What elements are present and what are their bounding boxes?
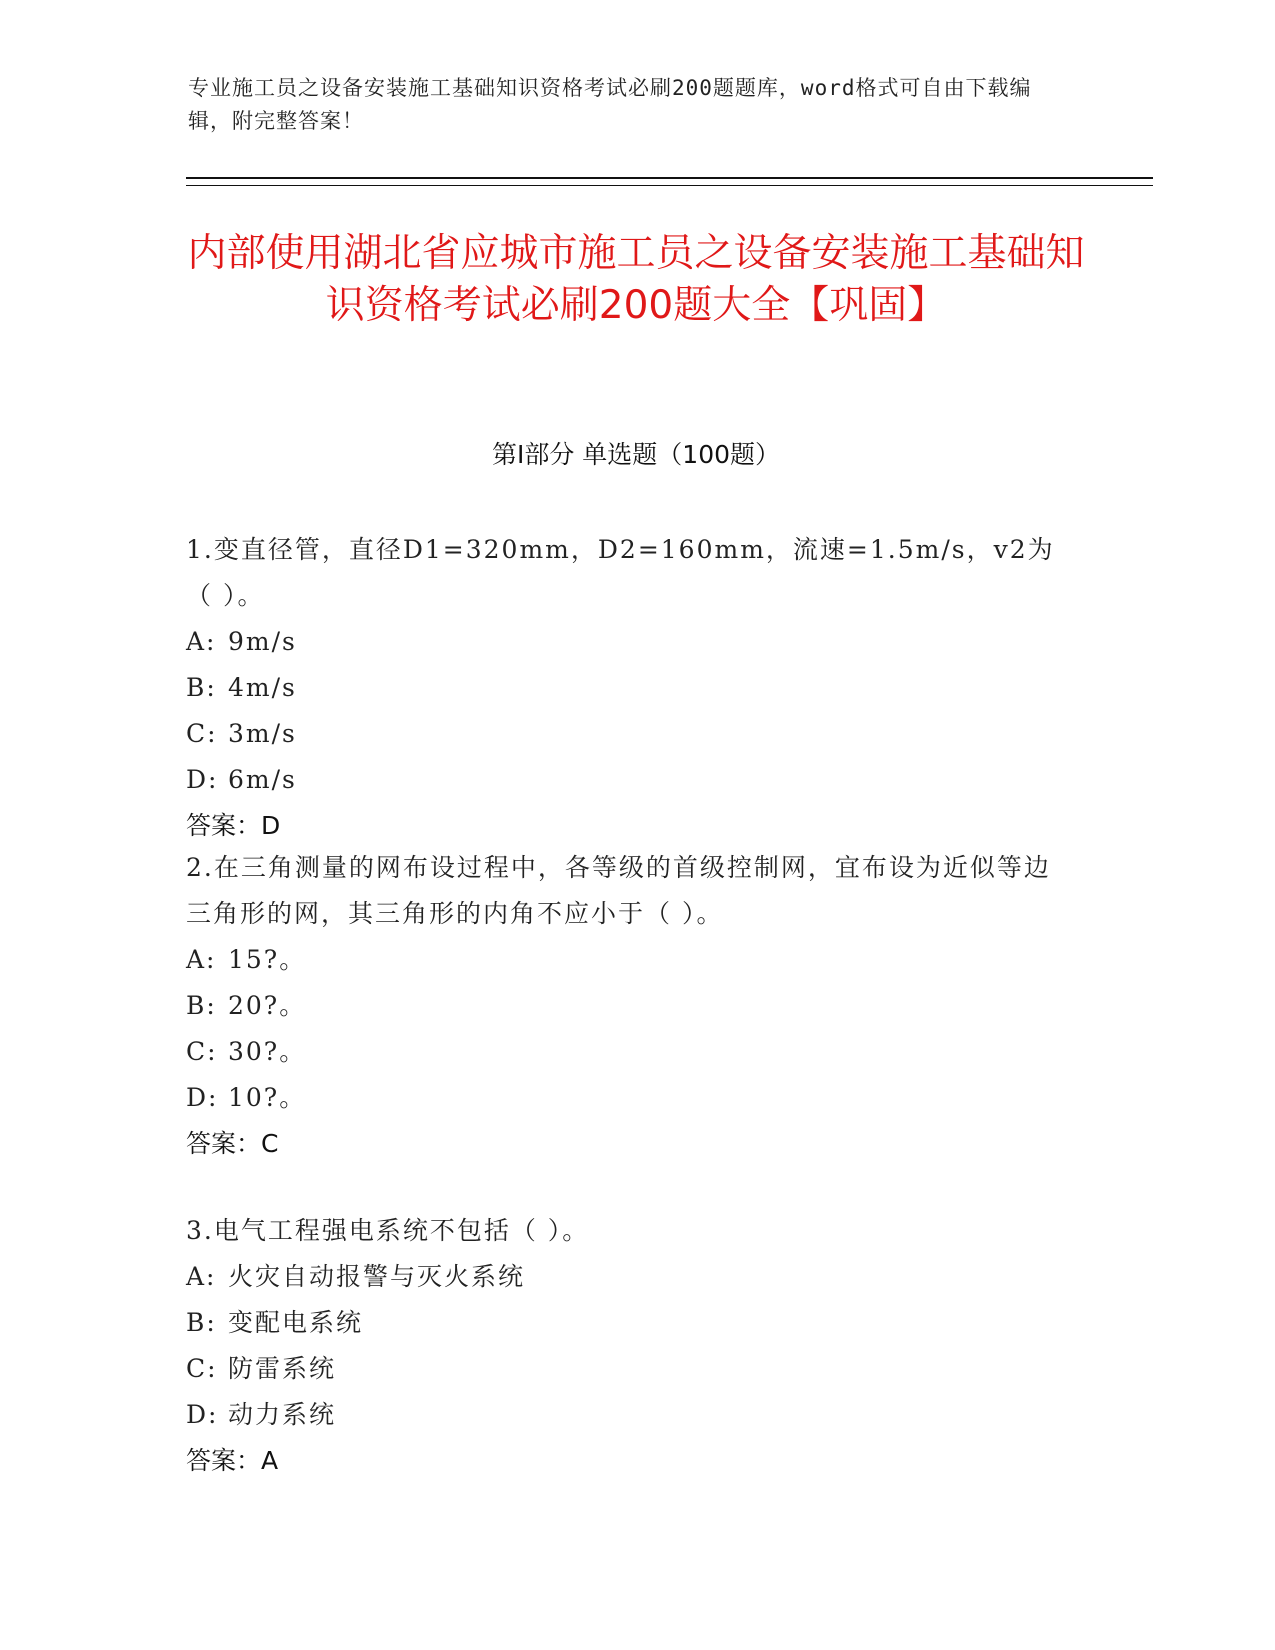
answer: 答案：C bbox=[186, 1129, 279, 1158]
question-text: 2.在三角测量的网布设过程中，各等级的首级控制网，宜布设为近似等边三角形的网，其三角形的内角不应小于（ ）。 bbox=[186, 853, 1051, 928]
option-letter: B: bbox=[186, 991, 217, 1020]
option-c bbox=[186, 1346, 1066, 1392]
option-d bbox=[186, 757, 1066, 803]
option-a bbox=[186, 937, 1066, 983]
option-letter: C: bbox=[186, 719, 218, 748]
option-letter: A: bbox=[186, 1262, 217, 1291]
option-letter: C: bbox=[186, 1354, 218, 1383]
option-letter: A: bbox=[186, 945, 217, 974]
option-letter: D: bbox=[186, 1083, 219, 1112]
option-text: 4m/s bbox=[228, 673, 297, 702]
option-letter: C: bbox=[186, 1037, 218, 1066]
option-letter: B: bbox=[186, 673, 217, 702]
option-text: 20?。 bbox=[228, 991, 307, 1020]
option-text: 9m/s bbox=[228, 627, 297, 656]
option-b bbox=[186, 1300, 1066, 1346]
question-2 bbox=[186, 845, 1066, 1167]
option-b bbox=[186, 983, 1066, 1029]
question-text: 1.变直径管，直径D1=320mm，D2=160mm，流速=1.5m/s，v2为（ ）。 bbox=[186, 535, 1055, 610]
section-title: 第I部分 单选题（100题） bbox=[491, 440, 781, 469]
option-c bbox=[186, 711, 1066, 757]
question-1 bbox=[186, 527, 1066, 849]
question-3 bbox=[186, 1208, 1066, 1484]
option-text: 火灾自动报警与灭火系统 bbox=[228, 1262, 526, 1291]
option-text: 变配电系统 bbox=[228, 1308, 364, 1337]
option-text: 防雷系统 bbox=[228, 1354, 337, 1383]
header-note: 专业施工员之设备安装施工基础知识资格考试必刷200题题库，word格式可自由下载编辑，附完整答案！ bbox=[188, 76, 1032, 133]
header-rule-thick bbox=[186, 177, 1153, 179]
question-text: 3.电气工程强电系统不包括（ ）。 bbox=[186, 1216, 590, 1245]
option-a bbox=[186, 1254, 1066, 1300]
option-d bbox=[186, 1075, 1066, 1121]
option-text: 30?。 bbox=[228, 1037, 307, 1066]
header-rule-thin bbox=[186, 185, 1153, 186]
answer: 答案：D bbox=[186, 811, 281, 840]
option-text: 3m/s bbox=[228, 719, 297, 748]
option-c bbox=[186, 1029, 1066, 1075]
option-a bbox=[186, 619, 1066, 665]
document-title: 内部使用湖北省应城市施工员之设备安装施工基础知识资格考试必刷200题大全【巩固】 bbox=[187, 231, 1085, 328]
option-text: 15?。 bbox=[228, 945, 307, 974]
answer: 答案：A bbox=[186, 1446, 279, 1475]
option-text: 动力系统 bbox=[228, 1400, 337, 1429]
option-text: 10?。 bbox=[228, 1083, 307, 1112]
option-letter: A: bbox=[186, 627, 217, 656]
option-letter: B: bbox=[186, 1308, 217, 1337]
option-letter: D: bbox=[186, 1400, 219, 1429]
option-letter: D: bbox=[186, 765, 219, 794]
option-b bbox=[186, 665, 1066, 711]
option-text: 6m/s bbox=[228, 765, 297, 794]
option-d bbox=[186, 1392, 1066, 1438]
